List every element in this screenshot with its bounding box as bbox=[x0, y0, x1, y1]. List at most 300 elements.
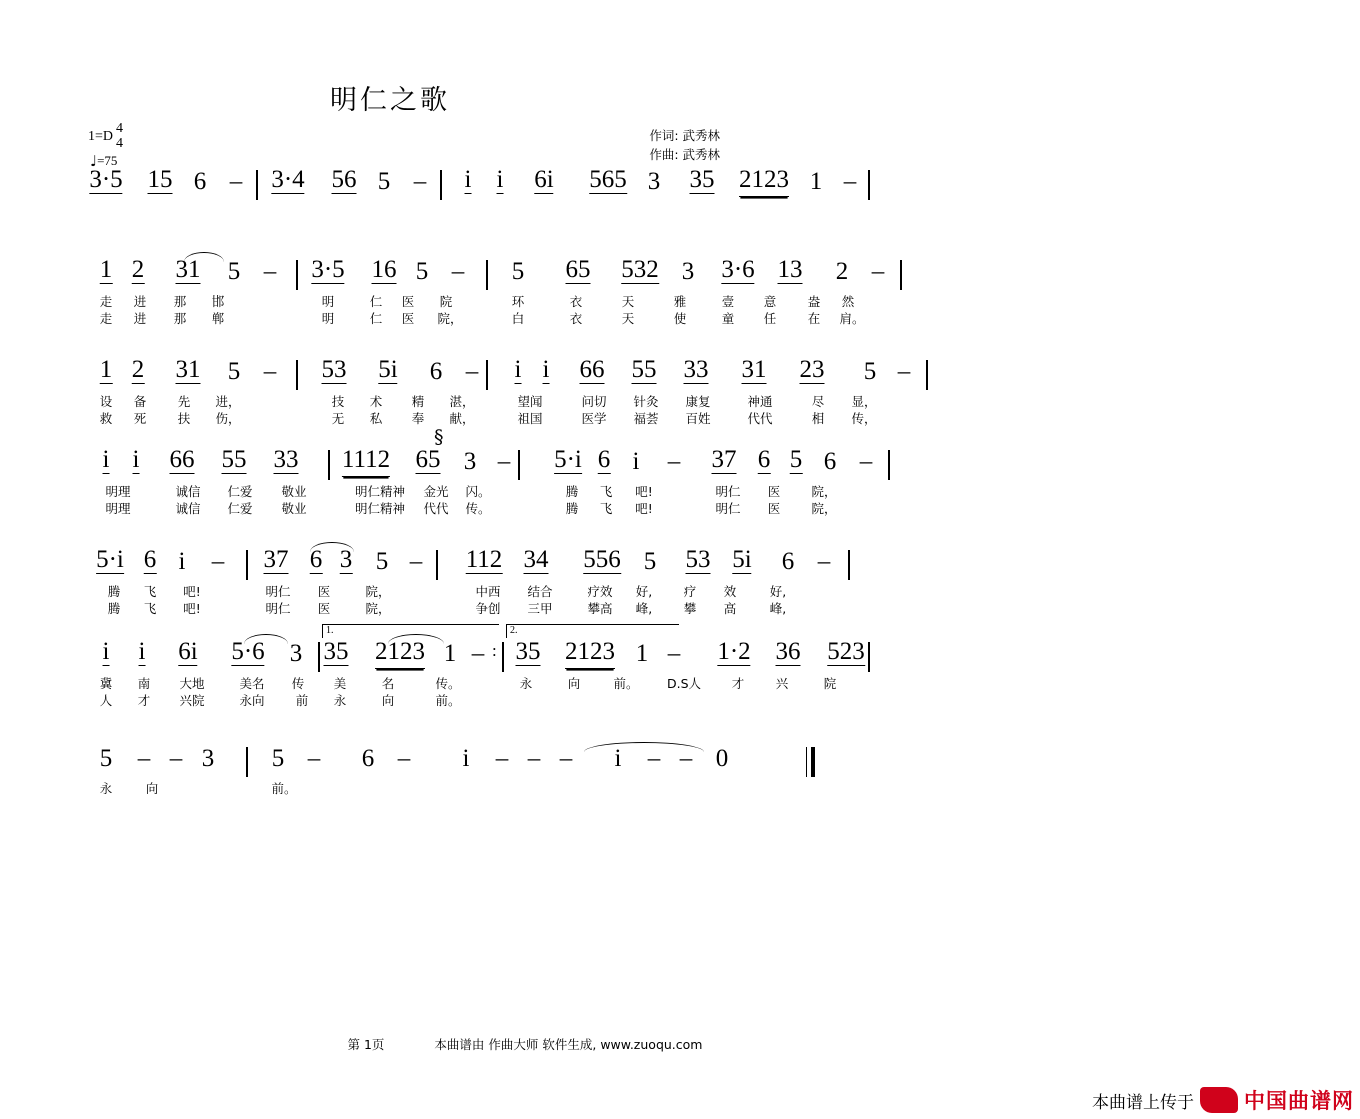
note-token: 5·6 bbox=[231, 638, 265, 665]
note-token: – bbox=[413, 168, 427, 195]
note-token: 2 bbox=[835, 258, 849, 285]
lyric-syllable: 死 bbox=[133, 411, 147, 426]
lyric-syllable: 腾 bbox=[107, 584, 121, 599]
lyric-syllable: 仁 bbox=[369, 311, 383, 326]
barline bbox=[868, 170, 870, 200]
lyric-syllable: 永 bbox=[99, 781, 113, 796]
note-token: 5i bbox=[732, 546, 752, 573]
lyric-syllable: 童 bbox=[721, 311, 735, 326]
lyric-syllable: 攀 bbox=[683, 601, 697, 616]
lyric-syllable: 针灸 bbox=[633, 394, 659, 409]
note-token: 6 bbox=[143, 546, 157, 573]
lyric-syllable: 肩。 bbox=[839, 311, 865, 326]
lyric-syllable: 诚信 bbox=[175, 484, 201, 499]
final-barline bbox=[806, 747, 815, 777]
note-token: 65 bbox=[415, 446, 441, 473]
staff-system bbox=[88, 168, 1268, 230]
note-token: – bbox=[471, 640, 485, 667]
lyric-syllable: 邯 bbox=[211, 294, 225, 309]
note-token: i bbox=[496, 166, 504, 193]
lyric-syllable: 湛， bbox=[449, 394, 475, 409]
lyric-syllable: 百姓 bbox=[685, 411, 711, 426]
lyric-row bbox=[88, 691, 1268, 708]
note-token: 1 bbox=[443, 640, 457, 667]
composer: 作曲: 武秀林 bbox=[649, 147, 720, 163]
lyric-syllable: 走 bbox=[99, 311, 113, 326]
lyric-syllable: 相 bbox=[811, 411, 825, 426]
lyric-syllable: 永向 bbox=[239, 693, 265, 708]
lyric-syllable: 敬业 bbox=[281, 501, 307, 516]
note-token: – bbox=[679, 745, 693, 772]
note-token: i bbox=[614, 745, 622, 772]
note-token: 6 bbox=[781, 548, 795, 575]
lyric-syllable: 敬业 bbox=[281, 484, 307, 499]
lyric-syllable: 那 bbox=[173, 311, 187, 326]
note-token: 5 bbox=[511, 258, 525, 285]
lyric-syllable: 好, bbox=[769, 584, 787, 599]
lyric-syllable: 进 bbox=[133, 294, 147, 309]
barline bbox=[328, 450, 330, 480]
lyric-syllable: 明理 bbox=[105, 484, 131, 499]
volta-label: 1. bbox=[326, 625, 334, 636]
note-token: 53 bbox=[321, 356, 347, 383]
lyric-syllable: 闪。 bbox=[465, 484, 491, 499]
segno-icon: § bbox=[434, 426, 444, 448]
note-token: 523 bbox=[827, 638, 865, 665]
lyric-syllable: 壹 bbox=[721, 294, 735, 309]
note-token: 65 bbox=[565, 256, 591, 283]
lyric-syllable: 飞 bbox=[599, 501, 613, 516]
note-token: i bbox=[632, 448, 640, 475]
staff-system bbox=[88, 546, 1268, 616]
lyric-syllable: 院， bbox=[811, 484, 837, 499]
note-token: 36 bbox=[775, 638, 801, 665]
lyric-syllable: 代代 bbox=[423, 501, 449, 516]
note-token: 3 bbox=[339, 546, 353, 573]
note-row bbox=[88, 258, 1268, 292]
lyric-syllable: 吧! bbox=[635, 484, 653, 499]
note-token: 1112 bbox=[342, 448, 390, 477]
lyric-syllable: D.S人 bbox=[666, 676, 702, 691]
lyric-syllable: 代代 bbox=[747, 411, 773, 426]
lyric-syllable: 明仁 bbox=[715, 484, 741, 499]
note-token: 66 bbox=[169, 446, 195, 473]
lyric-syllable: 疗 bbox=[683, 584, 697, 599]
slur-arc bbox=[584, 742, 704, 752]
note-token: 5i bbox=[378, 356, 398, 383]
note-token: 6i bbox=[178, 638, 198, 665]
note-token: 556 bbox=[583, 546, 621, 573]
lyric-syllable: 医 bbox=[401, 311, 415, 326]
barline bbox=[868, 642, 870, 672]
note-token: – bbox=[211, 548, 225, 575]
lyric-syllable: 院 bbox=[439, 294, 453, 309]
staff-system bbox=[88, 426, 1268, 516]
note-token: – bbox=[397, 745, 411, 772]
barline bbox=[486, 360, 488, 390]
lyric-syllable: 争创 bbox=[475, 601, 501, 616]
lyric-syllable: 献， bbox=[449, 411, 475, 426]
lyric-syllable: 白 bbox=[511, 311, 525, 326]
lyric-syllable: 前。 bbox=[435, 693, 461, 708]
lyric-syllable: 美名 bbox=[239, 676, 265, 691]
note-token: i bbox=[542, 356, 550, 383]
note-token: 56 bbox=[331, 166, 357, 193]
footer bbox=[0, 1035, 1050, 1053]
staff-system bbox=[88, 745, 1268, 807]
barline bbox=[848, 550, 850, 580]
note-token: 1 bbox=[635, 640, 649, 667]
note-token: 6 bbox=[757, 446, 771, 473]
watermark-text: 本曲谱上传于 bbox=[1092, 1092, 1194, 1113]
lyric-syllable: 医 bbox=[317, 584, 331, 599]
lyric-syllable: 进 bbox=[133, 311, 147, 326]
lyric-syllable: 明仁精神 bbox=[354, 501, 406, 516]
note-row bbox=[88, 548, 1268, 582]
note-token: 3 bbox=[681, 258, 695, 285]
lyric-syllable: 走 bbox=[99, 294, 113, 309]
note-row bbox=[88, 426, 1268, 482]
note-token: 5 bbox=[643, 548, 657, 575]
lyric-syllable: 疗效 bbox=[587, 584, 613, 599]
lyric-syllable: 医 bbox=[767, 501, 781, 516]
credits bbox=[649, 126, 720, 165]
lyric-row bbox=[88, 499, 1268, 516]
barline bbox=[518, 450, 520, 480]
lyric-syllable: 永 bbox=[519, 676, 533, 691]
staff-system bbox=[88, 356, 1268, 426]
barline bbox=[926, 360, 928, 390]
lyric-syllable: 院， bbox=[365, 584, 391, 599]
lyric-syllable: 然 bbox=[841, 294, 855, 309]
note-token: – bbox=[307, 745, 321, 772]
note-token: 3 bbox=[201, 745, 215, 772]
note-token: – bbox=[817, 548, 831, 575]
lyric-syllable: 兴 bbox=[775, 676, 789, 691]
note-token: 3·5 bbox=[89, 166, 123, 193]
note-token: 532 bbox=[621, 256, 659, 283]
note-token: 3 bbox=[463, 448, 477, 475]
note-row bbox=[88, 625, 1268, 674]
note-token: – bbox=[843, 168, 857, 195]
lyric-syllable: 扶 bbox=[177, 411, 191, 426]
lyric-syllable: 无 bbox=[331, 411, 345, 426]
lyric-row bbox=[88, 392, 1268, 409]
lyric-syllable: 明仁 bbox=[265, 584, 291, 599]
lyric-syllable: 传 bbox=[291, 676, 305, 691]
note-token: 5 bbox=[375, 548, 389, 575]
slur-arc bbox=[184, 252, 224, 262]
barline bbox=[256, 170, 258, 200]
time-signature: 4 4 bbox=[116, 121, 124, 151]
lyric-syllable: 明仁精神 bbox=[354, 484, 406, 499]
lyric-row bbox=[88, 292, 1268, 309]
lyric-syllable: 先 bbox=[177, 394, 191, 409]
note-token: – bbox=[871, 258, 885, 285]
barline bbox=[296, 360, 298, 390]
note-token: i bbox=[102, 446, 110, 473]
note-token: – bbox=[527, 745, 541, 772]
lyric-syllable: 使 bbox=[673, 311, 687, 326]
lyric-syllable: 医 bbox=[317, 601, 331, 616]
lyric-syllable: 雅 bbox=[673, 294, 687, 309]
note-token: – bbox=[559, 745, 573, 772]
note-token: 2 bbox=[131, 256, 145, 283]
lyric-syllable: 郸 bbox=[211, 311, 225, 326]
lyric-row bbox=[88, 779, 1268, 796]
note-token: 6 bbox=[823, 448, 837, 475]
lyric-syllable: 明 bbox=[321, 294, 335, 309]
lyric-syllable: 神通 bbox=[747, 394, 773, 409]
note-token: 37 bbox=[711, 446, 737, 473]
lyric-syllable: 飞 bbox=[143, 584, 157, 599]
lyric-syllable: 传。 bbox=[435, 676, 461, 691]
lyric-syllable: 救 bbox=[99, 411, 113, 426]
note-token: 0 bbox=[715, 745, 729, 772]
note-token: 37 bbox=[263, 546, 289, 573]
lyric-syllable: 美 bbox=[333, 676, 347, 691]
lyric-syllable: 明理 bbox=[105, 501, 131, 516]
page-number: 第 1页 bbox=[347, 1037, 385, 1052]
key-label: 1=D bbox=[88, 128, 114, 144]
key-signature bbox=[88, 122, 123, 151]
note-token: 66 bbox=[579, 356, 605, 383]
lyric-syllable: 腾 bbox=[565, 501, 579, 516]
note-token: 34 bbox=[523, 546, 549, 573]
note-token: i bbox=[102, 638, 110, 665]
lyric-row bbox=[88, 582, 1268, 599]
lyric-syllable: 明仁 bbox=[265, 601, 291, 616]
lyric-syllable: 前。 bbox=[613, 676, 639, 691]
lyric-syllable: 医 bbox=[401, 294, 415, 309]
note-token: 2 bbox=[131, 356, 145, 383]
note-token: 6 bbox=[429, 358, 443, 385]
staff-system bbox=[88, 256, 1268, 326]
lyric-syllable: 仁爱 bbox=[227, 484, 253, 499]
note-token: i bbox=[462, 745, 470, 772]
note-token: 6 bbox=[597, 446, 611, 473]
lyric-syllable: 向 bbox=[381, 693, 395, 708]
lyric-syllable: 飞 bbox=[143, 601, 157, 616]
barline bbox=[900, 260, 902, 290]
note-token: 5 bbox=[863, 358, 877, 385]
lyric-syllable: 显， bbox=[851, 394, 877, 409]
note-token: 6i bbox=[534, 166, 554, 193]
note-token: 6 bbox=[361, 745, 375, 772]
lyric-syllable: 仁爱 bbox=[227, 501, 253, 516]
quarter-note-icon: ♩ bbox=[90, 152, 98, 170]
note-token: 5 bbox=[99, 745, 113, 772]
lyric-syllable: 大地 bbox=[179, 676, 205, 691]
lyric-syllable: 医学 bbox=[581, 411, 607, 426]
lyric-syllable: 人 bbox=[99, 693, 113, 708]
note-token: – bbox=[897, 358, 911, 385]
lyric-syllable: 才 bbox=[731, 676, 745, 691]
note-token: 3 bbox=[647, 168, 661, 195]
lyric-syllable: 攀高 bbox=[587, 601, 613, 616]
lyric-syllable: 飞 bbox=[599, 484, 613, 499]
note-token: – bbox=[451, 258, 465, 285]
note-token: 33 bbox=[273, 446, 299, 473]
note-token: 23 bbox=[799, 356, 825, 383]
note-token: – bbox=[647, 745, 661, 772]
note-token: 33 bbox=[683, 356, 709, 383]
note-token: 13 bbox=[777, 256, 803, 283]
note-token: 31 bbox=[741, 356, 767, 383]
note-token: 3 bbox=[289, 640, 303, 667]
lyric-syllable: 任 bbox=[763, 311, 777, 326]
note-token: 5·i bbox=[96, 546, 124, 573]
note-token: – bbox=[263, 358, 277, 385]
lyric-syllable: 才 bbox=[137, 693, 151, 708]
note-token: i bbox=[138, 638, 146, 665]
note-token: – bbox=[497, 448, 511, 475]
note-token: 6 bbox=[309, 546, 323, 573]
lyric-syllable: 意 bbox=[763, 294, 777, 309]
lyric-syllable: 仁 bbox=[369, 294, 383, 309]
lyric-syllable: 传。 bbox=[465, 501, 491, 516]
lyric-syllable: 备 bbox=[133, 394, 147, 409]
note-token: 55 bbox=[631, 356, 657, 383]
lyric-syllable: 峰, bbox=[635, 601, 653, 616]
staff-system bbox=[88, 625, 1268, 708]
tempo-value: =75 bbox=[97, 153, 118, 168]
lyric-syllable: 高 bbox=[723, 601, 737, 616]
lyric-syllable: 金光 bbox=[423, 484, 449, 499]
lyric-syllable: 效 bbox=[723, 584, 737, 599]
lyric-syllable: 吧! bbox=[183, 601, 201, 616]
lyric-syllable: 结合 bbox=[527, 584, 553, 599]
note-token: 5 bbox=[227, 258, 241, 285]
lyric-syllable: 院 bbox=[823, 676, 837, 691]
lyric-syllable: 伤， bbox=[215, 411, 241, 426]
note-token: i bbox=[178, 548, 186, 575]
barline bbox=[440, 170, 442, 200]
note-token: – bbox=[465, 358, 479, 385]
volta-label: 2. bbox=[510, 625, 518, 636]
note-token: – bbox=[667, 448, 681, 475]
lyric-syllable: 南 bbox=[137, 676, 151, 691]
lyric-syllable: 奉 bbox=[411, 411, 425, 426]
note-token: – bbox=[229, 168, 243, 195]
note-token: 3·6 bbox=[721, 256, 755, 283]
lyric-syllable: 诚信 bbox=[175, 501, 201, 516]
lyric-syllable: 天 bbox=[621, 311, 635, 326]
lyric-syllable: 康复 bbox=[685, 394, 711, 409]
note-token: 1 bbox=[99, 356, 113, 383]
note-token: 35 bbox=[689, 166, 715, 193]
footer-note: 本曲谱由 作曲大师 软件生成, www.zuoqu.com bbox=[434, 1037, 703, 1052]
watermark bbox=[1092, 1085, 1354, 1115]
lyric-syllable: 冀 bbox=[99, 676, 113, 691]
lyric-syllable: 永 bbox=[333, 693, 347, 708]
repeat-barline bbox=[502, 642, 504, 672]
lyric-syllable: 前。 bbox=[271, 781, 297, 796]
lyric-syllable: 名 bbox=[381, 676, 395, 691]
note-token: i bbox=[514, 356, 522, 383]
watermark-brand: 中国曲谱网 bbox=[1244, 1089, 1354, 1113]
note-token: 31 bbox=[175, 356, 201, 383]
note-row bbox=[88, 168, 1268, 202]
lyric-syllable: 传， bbox=[851, 411, 877, 426]
note-token: 565 bbox=[589, 166, 627, 193]
lyric-syllable: 医 bbox=[767, 484, 781, 499]
page-title: 明仁之歌 bbox=[330, 85, 450, 116]
barline bbox=[318, 642, 320, 672]
lyric-syllable: 腾 bbox=[107, 601, 121, 616]
note-token: 2123 bbox=[375, 640, 425, 669]
lyric-syllable: 院， bbox=[437, 311, 463, 326]
lyric-syllable: 环 bbox=[511, 294, 525, 309]
barline bbox=[296, 260, 298, 290]
lyric-syllable: 衣 bbox=[569, 294, 583, 309]
lyric-syllable: 私 bbox=[369, 411, 383, 426]
lyric-syllable: 问切 bbox=[581, 394, 607, 409]
slur-arc bbox=[244, 634, 288, 644]
barline bbox=[436, 550, 438, 580]
note-token: 1 bbox=[809, 168, 823, 195]
lyric-row bbox=[88, 482, 1268, 499]
note-token: – bbox=[137, 745, 151, 772]
note-token: 5 bbox=[271, 745, 285, 772]
note-row bbox=[88, 358, 1268, 392]
note-token: 6 bbox=[193, 168, 207, 195]
lyric-syllable: 峰, bbox=[769, 601, 787, 616]
note-token: 5 bbox=[377, 168, 391, 195]
lyricist: 作词: 武秀林 bbox=[649, 128, 720, 143]
lyric-syllable: 院， bbox=[365, 601, 391, 616]
lyric-syllable: 腾 bbox=[565, 484, 579, 499]
note-token: 16 bbox=[371, 256, 397, 283]
lyric-row bbox=[88, 409, 1268, 426]
lyric-syllable: 尽 bbox=[811, 394, 825, 409]
lyric-syllable: 福荟 bbox=[633, 411, 659, 426]
note-token: 3·5 bbox=[311, 256, 345, 283]
lyric-syllable: 祖国 bbox=[517, 411, 543, 426]
lyric-syllable: 精 bbox=[411, 394, 425, 409]
note-token: 2123 bbox=[565, 640, 615, 669]
note-token: 2123 bbox=[739, 168, 789, 197]
note-token: 5 bbox=[415, 258, 429, 285]
note-token: 112 bbox=[465, 546, 503, 573]
note-token: – bbox=[667, 640, 681, 667]
note-token: 5 bbox=[789, 446, 803, 473]
lyric-syllable: 中西 bbox=[475, 584, 501, 599]
lyric-syllable: 向 bbox=[567, 676, 581, 691]
note-token: 5 bbox=[227, 358, 241, 385]
note-token: 53 bbox=[685, 546, 711, 573]
lyric-syllable: 在 bbox=[807, 311, 821, 326]
barline bbox=[888, 450, 890, 480]
note-token: i bbox=[464, 166, 472, 193]
lyric-syllable: 前 bbox=[295, 693, 309, 708]
lyric-syllable: 明仁 bbox=[715, 501, 741, 516]
lyric-syllable: 天 bbox=[621, 294, 635, 309]
note-token: – bbox=[169, 745, 183, 772]
barline bbox=[246, 747, 248, 777]
lyric-syllable: 那 bbox=[173, 294, 187, 309]
repeat-dots-icon: : bbox=[492, 641, 497, 660]
note-token: 55 bbox=[221, 446, 247, 473]
slur-arc bbox=[310, 542, 354, 552]
note-token: – bbox=[409, 548, 423, 575]
lyric-syllable: 技 bbox=[331, 394, 345, 409]
note-token: i bbox=[132, 446, 140, 473]
lyric-syllable: 明 bbox=[321, 311, 335, 326]
note-token: – bbox=[263, 258, 277, 285]
lyric-row bbox=[88, 309, 1268, 326]
note-token: 3·4 bbox=[271, 166, 305, 193]
